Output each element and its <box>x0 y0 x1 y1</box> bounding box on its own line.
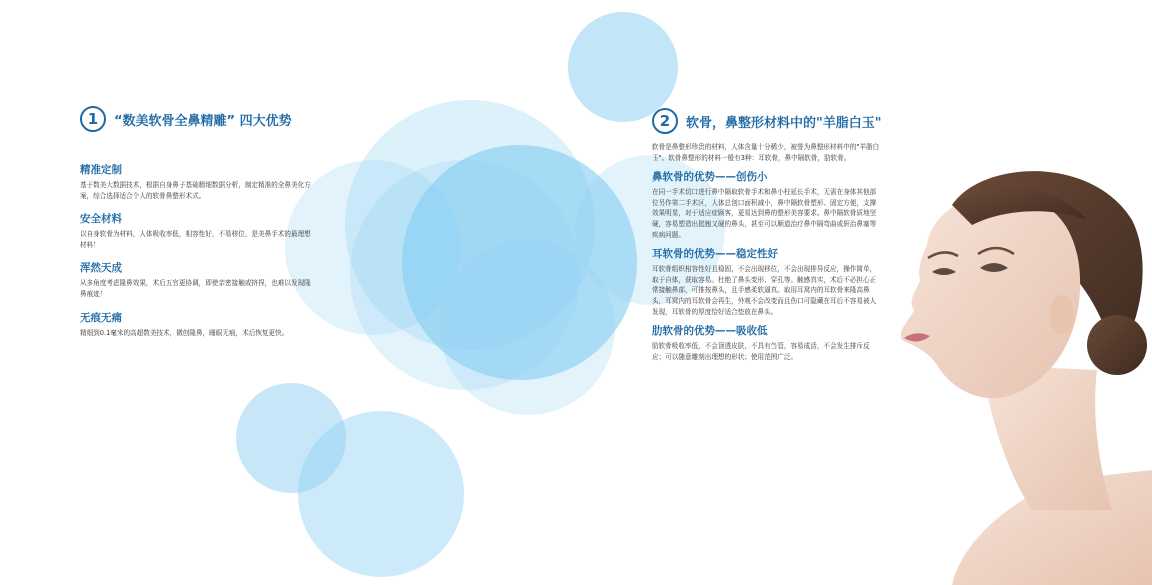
left-item-2 <box>80 211 316 250</box>
left-title-text: “数美软骨全鼻精雕” 四大优势 <box>114 113 292 129</box>
model-portrait-image <box>892 150 1152 585</box>
bubble-bottom-large <box>298 411 464 577</box>
right-item-2 <box>652 246 882 317</box>
right-item-text: 耳软骨组织相容性好且稳固，不会出现移位，不会出现排异反应，操作简单，取于自体，获取容易。杜绝了鼻头变形、穿孔等。触感真实，术后不必担心正常接触鼻部，可推按鼻头，且手感柔软逼真。取用耳窝内的耳软骨来隆高鼻头，耳窝内的耳软骨会再生，外观不会改变而且伤口可隐藏在耳后不容易被人发现，耳软骨的厚度恰好适合垫放在鼻头。 <box>652 265 877 316</box>
right-item-heading: 耳软骨的优势——稳定性好 <box>652 248 778 261</box>
left-item-text: 精细到0.1毫米的高超数美技术，微创隆鼻，睡眼无痕，术后恢复更快。 <box>80 328 289 337</box>
number-badge-2: 2 <box>652 108 678 134</box>
left-item-4 <box>80 310 316 339</box>
bubble-top <box>568 12 678 122</box>
right-intro-text: 软骨是鼻整形珍贵的材料，人体含量十分稀少，被誉为鼻整形材料中的"羊脂白玉"。软骨鼻整形的材料一般有3种：耳软骨，鼻中隔软骨，肋软骨。 <box>652 143 880 162</box>
right-item-heading: 肋软骨的优势——吸收低 <box>652 325 768 338</box>
left-panel <box>80 106 316 338</box>
left-item-heading: 无痕无痛 <box>80 311 122 324</box>
number-badge-1: 1 <box>80 106 106 132</box>
left-item-heading: 精准定制 <box>80 164 122 176</box>
right-item-3 <box>652 323 882 362</box>
left-item-text: 从多角度考虑隆鼻效果，术后五官更协调，即使亲密接触或挤捏，也难以发现隆鼻痕迹！ <box>80 279 311 298</box>
left-item-text: 以自身软骨为材料，人体吸收率低，相容性好，不易移位，是美鼻手术的最理想材料！ <box>80 230 311 249</box>
right-section-title <box>652 108 882 134</box>
right-title-text: 软骨，鼻整形材料中的"羊脂白玉" <box>686 115 882 131</box>
left-item-text: 基于数美大数据技术，根据自身鼻子基础精细数据分析，制定精准的全鼻美化方案，综合选择适合个人的软骨鼻整形术式。 <box>80 181 311 200</box>
right-item-text: 在同一手术切口进行鼻中隔取软骨手术和鼻小柱延长手术，无需在身体其他部位另作第二手术区，人体总创口面积减小，鼻中隔软骨塑形、固定方便，支撑效果明显，对于适应症顾客，更易达到鼻的整形美容要求。鼻中隔软骨质地坚硬，容易塑造出挺翘又硬的鼻头，甚至可以顺道治疗鼻中隔弯曲或鼾治鼻塞等疾病问题。 <box>652 188 877 239</box>
right-item-1 <box>652 169 882 240</box>
right-item-text: 肋软骨吸收率低，不会顶透皮肤，不具有刍管，容易成活，不会发生排斥反应；可以随意雕刻出理想的形状；使用范围广泛。 <box>652 342 870 361</box>
left-item-heading: 安全材料 <box>80 213 122 226</box>
right-item-heading: 鼻软骨的优势——创伤小 <box>652 171 768 184</box>
left-item-1 <box>80 162 316 201</box>
left-item-heading: 浑然天成 <box>80 262 122 275</box>
right-panel <box>652 108 882 362</box>
left-section-title <box>80 106 316 132</box>
left-item-3 <box>80 260 316 299</box>
